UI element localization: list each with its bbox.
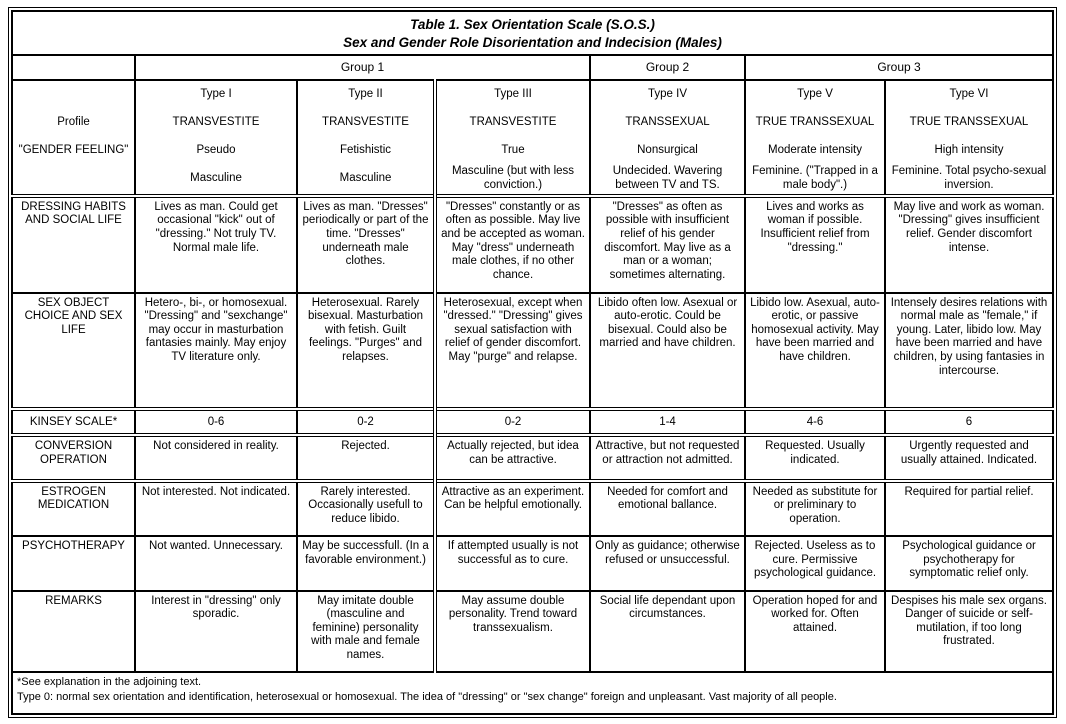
profile-label-stack — [13, 81, 134, 193]
table-frame — [8, 7, 1057, 718]
table-cell: 1-4 — [590, 409, 745, 435]
table-row — [12, 536, 1053, 591]
type-category: TRUE TRANSSEXUAL — [755, 116, 875, 129]
table-cell: May assume double personality. Trend toward transsexualism. — [435, 591, 590, 672]
profile-cell-type-1 — [135, 80, 297, 196]
table-cell: Rarely interested. Occasionally usefull to reduce libido. — [297, 481, 435, 537]
table-row — [12, 591, 1053, 672]
table-cell: Requested. Usually indicated. — [745, 435, 885, 480]
type-category: TRANSVESTITE — [469, 116, 557, 129]
table-cell: Needed as substitute for or preliminary to operation. — [745, 481, 885, 537]
table-title-line2: Sex and Gender Role Disorientation and Indecision (Males) — [343, 34, 722, 50]
table-cell: If attempted usually is not successful as to cure. — [435, 536, 590, 591]
type-category: TRANSVESTITE — [322, 116, 409, 129]
table-cell: Interest in "dressing" only sporadic. — [135, 591, 297, 672]
type-name: Type I — [200, 88, 232, 101]
table-cell: 0-2 — [297, 409, 435, 435]
table-row — [12, 435, 1053, 480]
table-cell: 0-2 — [435, 409, 590, 435]
type-name: Type VI — [949, 88, 989, 101]
row-label-sex-object: SEX OBJECT CHOICE AND SEX LIFE — [12, 293, 135, 409]
table-cell: Urgently requested and usually attained. Indicated. — [885, 435, 1053, 480]
group-header-2: Group 2 — [590, 55, 745, 79]
table-cell: Heterosexual, except when "dressed." "Dressing" gives sexual satisfaction with relief of gender discomfort. May "purge" and relapse. — [435, 293, 590, 409]
table-cell: Heterosexual. Rarely bisexual. Masturbation with fetish. Guilt feelings. "Purges" and relapses. — [297, 293, 435, 409]
row-label-conversion-operation: CONVERSION OPERATION — [12, 435, 135, 480]
row-label-kinsey-scale: KINSEY SCALE* — [12, 409, 135, 435]
table-row — [12, 11, 1053, 55]
table-title — [12, 11, 1053, 55]
profile-stack — [437, 81, 589, 193]
type-variant: Fetishistic — [339, 144, 392, 157]
table-cell: "Dresses" as often as possible with insufficient relief of his gender discomfort. May live as a man or a woman; sometimes alternating. — [590, 196, 745, 293]
table-cell: May imitate double (masculine and feminine) personality with male and female names. — [297, 591, 435, 672]
table-cell: Attractive as an experiment. Can be helpful emotionally. — [435, 481, 590, 537]
table-cell: Rejected. — [297, 435, 435, 480]
profile-cell-type-3 — [435, 80, 590, 196]
group-header-1: Group 1 — [135, 55, 590, 79]
table-cell: Lives and works as woman if possible. Insufficient relief from "dressing." — [745, 196, 885, 293]
type-variant: High intensity — [934, 144, 1004, 157]
profile-cell-type-6 — [885, 80, 1053, 196]
footnote-line-2: Type 0: normal sex orientation and identification, heterosexual or homosexual. The idea of "dressing" or "sex change" foreign and unpleasant. Vast majority of all people. — [17, 691, 837, 704]
table-cell: Actually rejected, but idea can be attractive. — [435, 435, 590, 480]
type-feeling: Feminine. Total psycho-sexual inversion. — [891, 165, 1047, 191]
group-header-3: Group 3 — [745, 55, 1053, 79]
table-row — [12, 80, 1053, 196]
row-label-estrogen-medication: ESTROGEN MEDICATION — [12, 481, 135, 537]
table-cell: Psychological guidance or psychotherapy for symptomatic relief only. — [885, 536, 1053, 591]
footnote-line-1: *See explanation in the adjoining text. — [17, 675, 202, 688]
sos-table — [11, 10, 1054, 715]
profile-cell-type-5 — [745, 80, 885, 196]
profile-stack — [591, 81, 744, 193]
table-cell: 4-6 — [745, 409, 885, 435]
table-cell: Lives as man. Could get occasional "kick" out of "dressing." Not truly TV. Normal male life. — [135, 196, 297, 293]
table-row — [12, 409, 1053, 435]
profile-stack — [886, 81, 1052, 193]
type-category: TRANSVESTITE — [172, 116, 260, 129]
group-header-empty — [12, 55, 135, 79]
table-cell: Hetero-, bi-, or homosexual. "Dressing" and "sexchange" may occur in masturbation fantasies mainly. May enjoy TV literature only. — [135, 293, 297, 409]
type-variant: Pseudo — [196, 144, 236, 157]
table-cell: Required for partial relief. — [885, 481, 1053, 537]
table-cell: "Dresses" constantly or as often as possible. May live and be accepted as woman. May "dress" underneath male clothes, if no other chance. — [435, 196, 590, 293]
table-row — [12, 293, 1053, 409]
profile-cell-type-2 — [297, 80, 435, 196]
table-cell: Not wanted. Unnecessary. — [135, 536, 297, 591]
row-label-remarks: REMARKS — [12, 591, 135, 672]
table-cell: May live and work as woman. "Dressing" gives insufficient relief. Gender discomfort intense. — [885, 196, 1053, 293]
type-feeling: Feminine. ("Trapped in a male body".) — [752, 165, 878, 191]
row-label-dressing-habits: DRESSING HABITS AND SOCIAL LIFE — [12, 196, 135, 293]
table-cell: Libido often low. Asexual or auto-erotic. Could be bisexual. Could also be married and have children. — [590, 293, 745, 409]
type-variant: True — [501, 144, 525, 157]
table-row — [12, 55, 1053, 79]
spacer — [13, 165, 134, 193]
profile-stack — [746, 81, 884, 193]
table-cell: 6 — [885, 409, 1053, 435]
table-cell: Rejected. Useless as to cure. Permissive psychological guidance. — [745, 536, 885, 591]
profile-label: Profile — [57, 116, 90, 129]
type-name: Type III — [494, 88, 532, 101]
table-cell: May be successfull. (In a favorable environment.) — [297, 536, 435, 591]
table-cell: Lives as man. "Dresses" periodically or part of the time. "Dresses" underneath male clothes. — [297, 196, 435, 293]
table-cell: Intensely desires relations with normal male as "female," if young. Later, libido low. May have been married and have children, by using fantasies in intercourse. — [885, 293, 1053, 409]
table-title-line1: Table 1. Sex Orientation Scale (S.O.S.) — [410, 16, 655, 32]
table-row — [12, 196, 1053, 293]
type-feeling: Undecided. Wavering between TV and TS. — [612, 165, 723, 191]
type-variant: Moderate intensity — [768, 144, 862, 157]
table-cell: Social life dependant upon circumstances. — [590, 591, 745, 672]
type-variant: Nonsurgical — [637, 144, 698, 157]
table-cell: Not interested. Not indicated. — [135, 481, 297, 537]
type-name: Type II — [348, 88, 383, 101]
type-name: Type V — [797, 88, 833, 101]
type-feeling: Masculine (but with less conviction.) — [451, 165, 575, 191]
spacer — [13, 81, 134, 109]
table-cell: Attractive, but not requested or attraction not admitted. — [590, 435, 745, 480]
table-row — [12, 481, 1053, 537]
profile-cell-type-4 — [590, 80, 745, 196]
table-cell: Not considered in reality. — [135, 435, 297, 480]
type-category: TRANSSEXUAL — [625, 116, 710, 129]
table-cell: 0-6 — [135, 409, 297, 435]
gender-feeling-label: "GENDER FEELING" — [18, 144, 129, 157]
footnote-area — [12, 672, 1053, 715]
profile-stack — [298, 81, 433, 193]
table-cell: Needed for comfort and emotional ballance. — [590, 481, 745, 537]
type-name: Type IV — [648, 88, 687, 101]
table-row — [12, 672, 1053, 715]
table-cell: Operation hoped for and worked for. Often attained. — [745, 591, 885, 672]
table-cell: Only as guidance; otherwise refused or unsuccessful. — [590, 536, 745, 591]
table-cell: Despises his male sex organs. Danger of suicide or self-mutilation, if too long frustrated. — [885, 591, 1053, 672]
profile-stack — [136, 81, 296, 193]
row-label-psychotherapy: PSYCHOTHERAPY — [12, 536, 135, 591]
type-category: TRUE TRANSSEXUAL — [909, 116, 1029, 129]
row-label-profile — [12, 80, 135, 196]
table-cell: Libido low. Asexual, auto-erotic, or passive homosexual activity. May have been married and have children. — [745, 293, 885, 409]
type-feeling: Masculine — [190, 172, 242, 185]
type-feeling: Masculine — [339, 172, 392, 185]
